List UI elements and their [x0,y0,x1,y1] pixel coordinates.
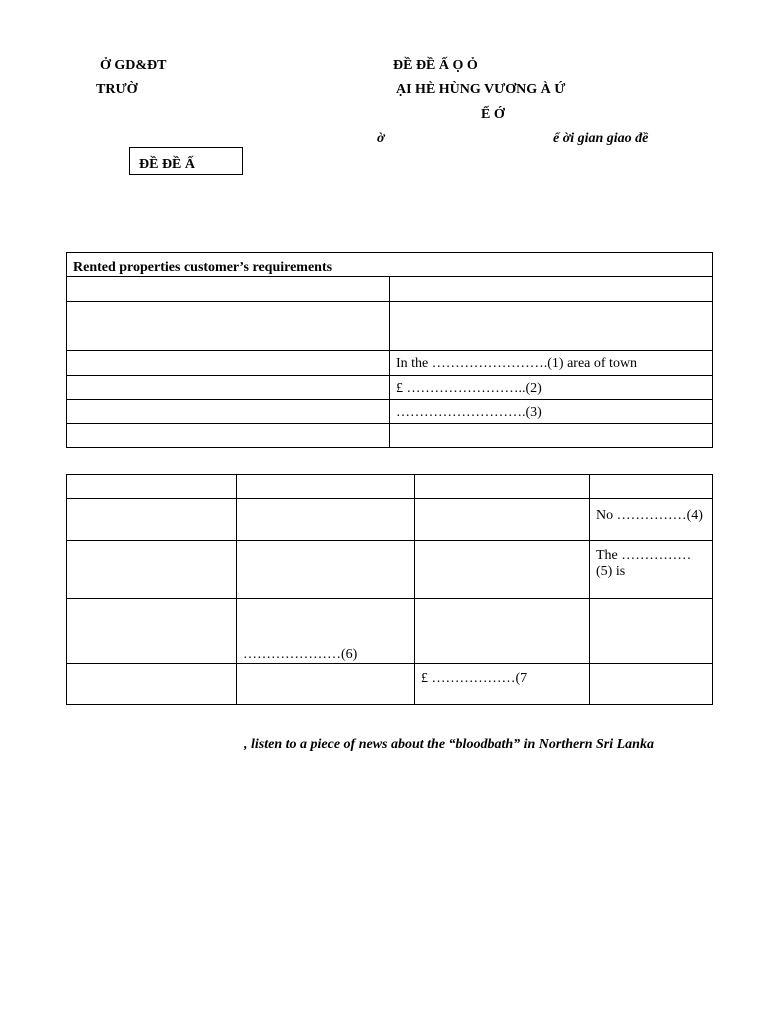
blank-4-cell: No ……………(4) [590,499,713,541]
table-cell [67,664,237,705]
table-cell [590,599,713,664]
table-cell [390,302,713,351]
table-cell [390,424,713,448]
table-cell [237,499,415,541]
blank-7-cell: £ ………………(7 [415,664,590,705]
table-cell [415,475,590,499]
blank-3-cell: ……………………….(3) [390,400,713,424]
table-cell [67,400,390,424]
table-cell [67,351,390,376]
requirements-table [66,252,713,448]
blank-1-cell: In the …………………….(1) area of town [390,351,713,376]
blank-6-cell: …………………(6) [237,599,415,664]
table-cell [237,475,415,499]
blank-2-cell: £ ……………………..(2) [390,376,713,400]
table-cell [237,664,415,705]
table-cell [67,277,390,302]
table-cell [67,475,237,499]
table-cell [67,499,237,541]
exam-title-line3: Ế Ớ [481,107,505,122]
exam-time-note: ể ời gian giao đề [553,131,649,146]
blank-5-cell: The ……………(5) is [590,541,713,599]
requirements-table-title: Rented properties customer’s requirements [67,253,713,277]
department-label: Ở GD&ĐT [100,58,167,73]
official-exam-box [129,147,243,175]
properties-table [66,474,713,705]
table-cell [590,664,713,705]
table-cell [237,541,415,599]
official-exam-label: ĐỀ ĐỀ Ấ [139,157,196,172]
table-cell [67,599,237,664]
exam-title-line2: ẠI HÈ HÙNG VƯƠNG À Ứ [396,82,566,97]
table-cell [415,499,590,541]
table-cell [67,424,390,448]
exam-title-line1: ĐỀ ĐỀ Ấ Ọ Ỏ [393,58,478,73]
table-cell [67,376,390,400]
exam-time-prefix: ờ [377,131,385,146]
listening-instruction: , listen to a piece of news about the “bloodbath” in Northern Sri Lanka [244,737,654,752]
table-cell [390,277,713,302]
school-label: TRƯỜ [96,82,138,97]
table-cell [415,599,590,664]
table-cell [590,475,713,499]
table-cell [67,302,390,351]
table-cell [67,541,237,599]
table-cell [415,541,590,599]
